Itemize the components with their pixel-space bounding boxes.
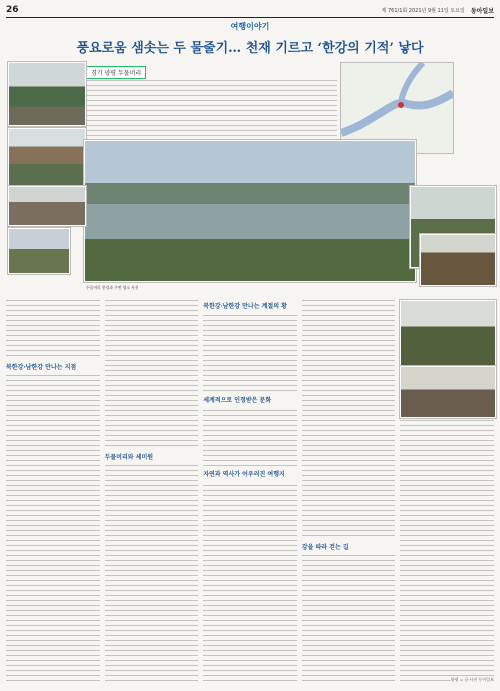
column-3 bbox=[203, 300, 297, 683]
photo-column bbox=[400, 300, 496, 366]
subhead: 북한강·남한강 만나는 지점 bbox=[6, 360, 100, 373]
issue-info: 제 761/1회 2021년 9월 11일 토요일 bbox=[381, 7, 465, 14]
intro-text bbox=[85, 80, 337, 140]
pull-quote: 세계적으로 인정받은 문화 bbox=[203, 394, 297, 408]
column-1 bbox=[6, 300, 100, 683]
article-columns bbox=[6, 300, 494, 683]
column-text bbox=[105, 300, 199, 683]
photo-jars-close bbox=[420, 234, 496, 286]
column-4 bbox=[302, 300, 396, 683]
column-text bbox=[302, 300, 396, 683]
column-text bbox=[400, 420, 494, 683]
photo-garden bbox=[8, 186, 86, 226]
photo-panorama bbox=[84, 140, 416, 282]
pull-quote: 북한강·남한강 만나는 계절의 황 bbox=[203, 300, 297, 314]
page-header bbox=[6, 4, 494, 16]
section-label: 여행이야기 bbox=[230, 22, 270, 31]
pull-quote: 자연과 역사가 어우러진 여행지 bbox=[203, 468, 297, 482]
photo-column bbox=[400, 366, 496, 418]
page-number: 26 bbox=[6, 5, 19, 15]
photo-riverside-tree bbox=[8, 62, 86, 126]
column-2 bbox=[105, 300, 199, 683]
subhead: 두물머리와 세미원 bbox=[105, 450, 199, 463]
paper-name: 동아일보 bbox=[470, 7, 494, 15]
header-rule bbox=[6, 17, 494, 18]
series-tag: 경기 양평 두물머리 bbox=[86, 66, 146, 79]
intro-lines bbox=[85, 80, 337, 140]
photo-pavilion bbox=[8, 228, 70, 274]
headline: 풍요로움 샘솟는 두 물줄기… 천재 기르고 ‘한강의 기적’ 낳다 bbox=[76, 41, 424, 56]
subhead: 강을 따라 걷는 길 bbox=[302, 540, 396, 553]
photo-caption: 두물머리 풍경과 주변 명소 사진 bbox=[86, 285, 139, 290]
column-text bbox=[203, 300, 297, 683]
byline: 양평 = 글·사진 동아일보 bbox=[450, 677, 494, 682]
column-5 bbox=[400, 300, 494, 683]
photo-hanok bbox=[8, 128, 86, 188]
column-text bbox=[6, 300, 100, 683]
